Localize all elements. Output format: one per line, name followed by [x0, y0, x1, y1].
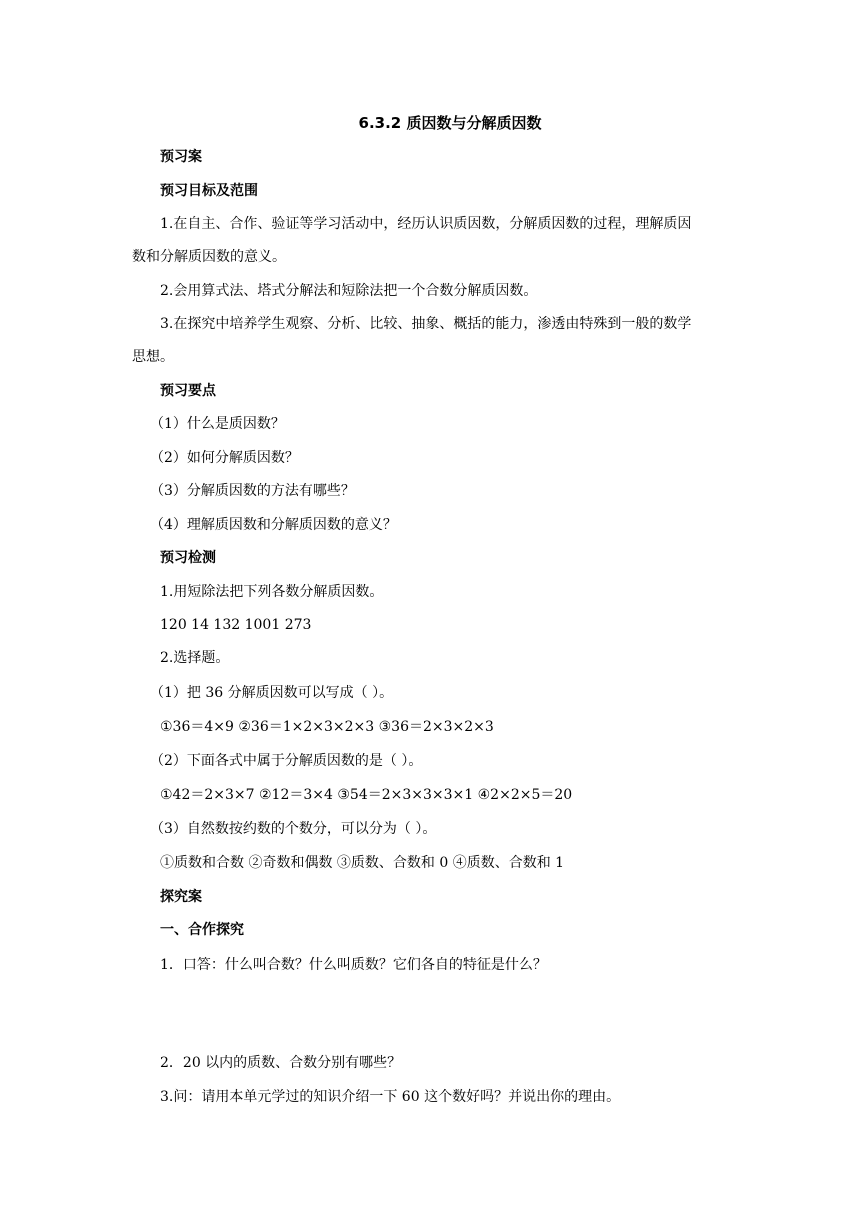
- points-heading: 预习要点: [160, 383, 216, 399]
- check-heading: 预习检测: [160, 550, 216, 566]
- goal-3-line-2: 思想。: [132, 349, 174, 365]
- check-2: 2.选择题。: [160, 650, 230, 666]
- point-item: （2）如何分解质因数？: [150, 450, 299, 466]
- goals-heading: 预习目标及范围: [160, 183, 258, 199]
- check-1: 1.用短除法把下列各数分解质因数。: [160, 584, 384, 600]
- point-item: （3）分解质因数的方法有哪些？: [150, 483, 355, 499]
- cooperative-heading: 一、合作探究: [160, 922, 244, 938]
- question-3: （3）自然数按约数的个数分，可以分为（ ）。: [150, 821, 437, 837]
- question-1-options: ①36＝4×9 ②36＝1×2×3×2×3 ③36＝2×3×2×3: [160, 719, 494, 735]
- point-item: （4）理解质因数和分解质因数的意义？: [150, 517, 397, 533]
- check-1-numbers: 120 14 132 1001 273: [160, 617, 312, 633]
- question-2: （2）下面各式中属于分解质因数的是（ ）。: [150, 753, 423, 769]
- goal-2: 2.会用算式法、塔式分解法和短除法把一个合数分解质因数。: [160, 283, 538, 299]
- question-3-options: ①质数和合数 ②奇数和偶数 ③质数、合数和 0 ④质数、合数和 1: [160, 855, 565, 871]
- goal-3-line-1: 3.在探究中培养学生观察、分析、比较、抽象、概括的能力，渗透由特殊到一般的数学: [160, 316, 692, 332]
- point-item: （1）什么是质因数？: [150, 416, 285, 432]
- question-1: （1）把 36 分解质因数可以写成（ ）。: [150, 685, 394, 701]
- preview-heading: 预习案: [160, 149, 202, 165]
- question-2-options: ①42＝2×3×7 ②12＝3×4 ③54＝2×3×3×3×1 ④2×2×5＝20: [160, 787, 573, 803]
- goal-1-line-1: 1.在自主、合作、验证等学习活动中，经历认识质因数，分解质因数的过程，理解质因: [160, 216, 692, 232]
- explore-item-3: 3.问：请用本单元学过的知识介绍一下 60 这个数好吗？并说出你的理由。: [160, 1089, 621, 1105]
- page-title: 6.3.2 质因数与分解质因数: [358, 114, 542, 132]
- goal-1-line-2: 数和分解质因数的意义。: [132, 249, 286, 265]
- explore-item-2: 2．20 以内的质数、合数分别有哪些？: [160, 1055, 402, 1071]
- explore-heading: 探究案: [160, 889, 202, 905]
- explore-item-1: 1．口答：什么叫合数？什么叫质数？它们各自的特征是什么？: [160, 957, 547, 973]
